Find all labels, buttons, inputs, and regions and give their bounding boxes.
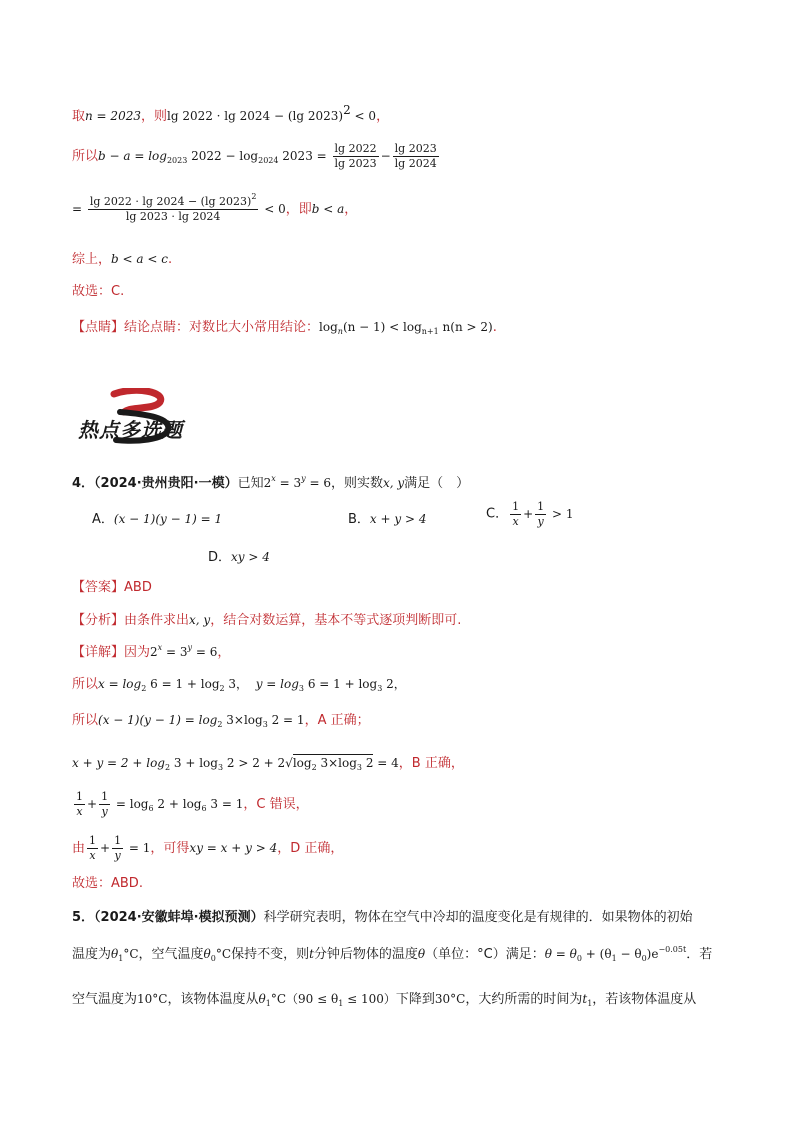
math: = (72, 202, 86, 216)
text: 科学研究表明，物体在空气中冷却的温度变化是有规律的．如果物体的初始 (263, 910, 693, 925)
summary-line (72, 250, 172, 269)
text: 所以 (72, 713, 99, 728)
option-text: x + y > 4 (369, 512, 427, 526)
text: 已知 (237, 476, 264, 491)
text: ，可得 (150, 841, 190, 856)
q5-line-3: 空气温度为10°C，该物体温度从$\theta_1^\circ C(90 \le \theta_1 \le 100)$下降到30°C，大约所需的时间为$t_1$，若该物体温度从 (72, 992, 697, 1008)
math: (n − 1) < log (342, 320, 422, 334)
math: b < a (311, 202, 345, 216)
text: ，大约所需的时间为 (465, 992, 583, 1007)
text: 由条件求出 (124, 613, 190, 628)
step-4: $\frac{1}{x}$ + $\frac{1}{y}$ = $\log_6 2 + \log_6 3 = 1$，C 错误， (76, 790, 309, 818)
question-source: （2024·贵州贵阳·一模） (94, 476, 238, 491)
text: （单位：°C）满足： (425, 947, 545, 962)
text: ，则 (140, 109, 167, 124)
math: log (319, 320, 338, 334)
math: = 1 (125, 841, 151, 855)
text: ，则实数 (330, 476, 383, 491)
text: ，结合对数运算，基本不等式逐项判断即可. (210, 613, 462, 628)
math: = 3 (275, 476, 302, 490)
question-number: 4． (72, 476, 95, 491)
option-label: A． (92, 512, 114, 527)
text: 因为 (124, 645, 151, 660)
math: x + y = 2 + log (72, 756, 165, 770)
math: < 0 (260, 202, 286, 216)
math: 2 (150, 645, 158, 659)
text: 所以 (72, 677, 99, 692)
text: 下降到 (395, 992, 435, 1007)
text: 结论点睛：对数比大小常用结论： (124, 320, 320, 335)
text: ，该物体温度从 (167, 992, 259, 1007)
math: n = 2023 (85, 109, 141, 123)
answer-line (72, 579, 152, 597)
math: 2022 − log (187, 149, 259, 163)
text: ， (376, 109, 390, 124)
math: n(n > 2) (438, 320, 493, 334)
text: 温度为 (72, 947, 112, 962)
option-label: C． (486, 506, 509, 522)
text: 空气温度为 (72, 992, 138, 1007)
fraction: $\frac{1}{x}$ (89, 834, 97, 862)
text: ， (344, 202, 358, 217)
detail-tag: 【详解】 (72, 645, 125, 660)
math: xy = x + y > 4 (189, 841, 278, 855)
answer-tag: 【答案】 (72, 580, 125, 595)
option-text: (x − 1)(y − 1) = 1 (113, 512, 223, 526)
text: . (492, 320, 497, 335)
text: ，B 正确， (398, 756, 464, 771)
math: = log (112, 797, 149, 811)
q5-line-2: 温度为$\theta_1^\circ C$，空气温度$\theta_0^\circ C$保持不变，则t分钟后物体的温度θ（单位：°C）满足：$\theta = \theta_0 + (\theta_1 - \theta_0)e^{-0.05t}$．若 (72, 945, 713, 963)
math: 2 (263, 476, 272, 490)
fraction: $\frac{1}{x}$ (76, 790, 83, 818)
text: ，C 错误， (243, 797, 309, 812)
math: (x − 1)(y − 1) = log (98, 713, 218, 727)
math: lg 2022 · lg 2024 − (lg 2023) (166, 109, 344, 123)
option-label: B． (348, 512, 370, 527)
choice-line-4: 故选：ABD. (72, 876, 143, 891)
fraction-3: $\frac{\lg 2022 \cdot \lg 2024 - (\lg 2023)^2}{\lg 2023 \cdot \lg 2024}$ (89, 192, 257, 223)
choice-line-3: 故选：C. (72, 284, 125, 299)
analysis-tag: 【分析】 (72, 613, 125, 628)
detail-line: 【详解】因为$2^x = 3^y = 6$， (72, 643, 231, 660)
math-sub: n+1 (421, 327, 439, 336)
math: < 0 (350, 109, 377, 123)
text: ，若该物体温度从 (592, 992, 697, 1007)
math: b < a < c (111, 252, 168, 266)
math-sub: 2024 (258, 156, 279, 165)
fraction: $\frac{1}{y}$ (114, 834, 122, 862)
fraction: $\frac{1}{y}$ (101, 790, 109, 818)
math: 2023 = (278, 149, 331, 163)
math: b − a = log (98, 149, 167, 163)
step-5: 由 $\frac{1}{x}$ + $\frac{1}{y}$ = 1，可得xy = x + y > 4，D 正确， (72, 834, 344, 862)
option-a[interactable] (92, 510, 222, 529)
text: ， (217, 645, 231, 660)
tip-line: 【点睛】结论点睛：对数比大小常用结论：$\log_n(n - 1) < \log_{n+1} n(n > 2)$. (72, 320, 497, 336)
text: 分钟后物体的温度 (313, 947, 418, 962)
fraction: $\frac{1}{x}$ (512, 500, 520, 528)
fraction-2: $\frac{\lg 2023}{\lg 2024}$ (394, 142, 437, 170)
math-sub: 2023 (166, 156, 188, 165)
solution-line-3 (72, 192, 358, 224)
q4-stem: 4．（2024·贵州贵阳·一模）已知$2^x = 3^y = 6$，则实数x, y满足（ ） (72, 474, 470, 491)
option-text: xy > 4 (231, 550, 270, 564)
text: ，A 正确； (304, 713, 370, 728)
fraction-1: $\frac{\lg 2022}{\lg 2023}$ (334, 142, 377, 170)
solution-line-2: 所以$b - a = \log_{2023} 2022 - \log_{2024} 2023$ = $\frac{\lg 2022}{\lg 2023}$ − $\frac{\lg 2023}{\lg 2024}$ (72, 142, 437, 170)
answer-value: ABD (124, 580, 152, 595)
option-d[interactable] (208, 548, 270, 567)
option-c[interactable]: C． $\frac{1}{x}$ + $\frac{1}{y}$ > 1 (486, 500, 574, 528)
text: ．若 (686, 947, 713, 962)
question-source: （2024·安徽蚌埠·模拟预测） (94, 910, 264, 925)
math: = 6 (305, 476, 331, 490)
step-2: 所以$(x - 1)(y - 1) = \log_2 3\times\log_3$ 2 = 1，A 正确； (72, 713, 370, 729)
q5-line-1 (72, 909, 693, 927)
math: x, y (189, 613, 211, 627)
tip-tag: 【点睛】 (72, 320, 125, 335)
math: x = log (98, 677, 142, 691)
fraction: $\frac{1}{y}$ (537, 500, 545, 528)
option-text: > 1 (548, 507, 574, 521)
section-logo (76, 388, 196, 444)
text: 由 (72, 841, 86, 856)
text: ，即 (285, 202, 312, 217)
analysis-line (72, 611, 461, 630)
math: x, y (382, 476, 405, 490)
solution-line-1: 取n = 2023，则lg 2022 · lg 2024 − (lg 2023)$^2$ < 0， (72, 103, 390, 124)
text: 保持不变，则 (231, 947, 310, 962)
text: 综上， (72, 252, 112, 267)
option-label: D． (208, 550, 232, 565)
step-3: $x + y = 2 + \log_2 3 + \log_3 2 > 2 + 2√\log_2$ $3\times\log_3$ 2 = 4，B 正确， (72, 756, 464, 772)
text: ，D 正确， (277, 841, 344, 856)
option-b[interactable] (348, 510, 426, 529)
question-number: 5． (72, 910, 95, 925)
text: 所以 (72, 149, 99, 164)
text: 取 (72, 109, 86, 124)
section-logo-text: 热点多选题 (78, 418, 183, 442)
step-1: 所以$x = \log_2 6 = 1 + \log_2 3$， $y = \log_3 6 = 1 + \log_3 2$， (72, 677, 406, 693)
text: 满足（ ） (404, 476, 470, 491)
text: . (167, 252, 173, 267)
text: ，空气温度 (138, 947, 204, 962)
